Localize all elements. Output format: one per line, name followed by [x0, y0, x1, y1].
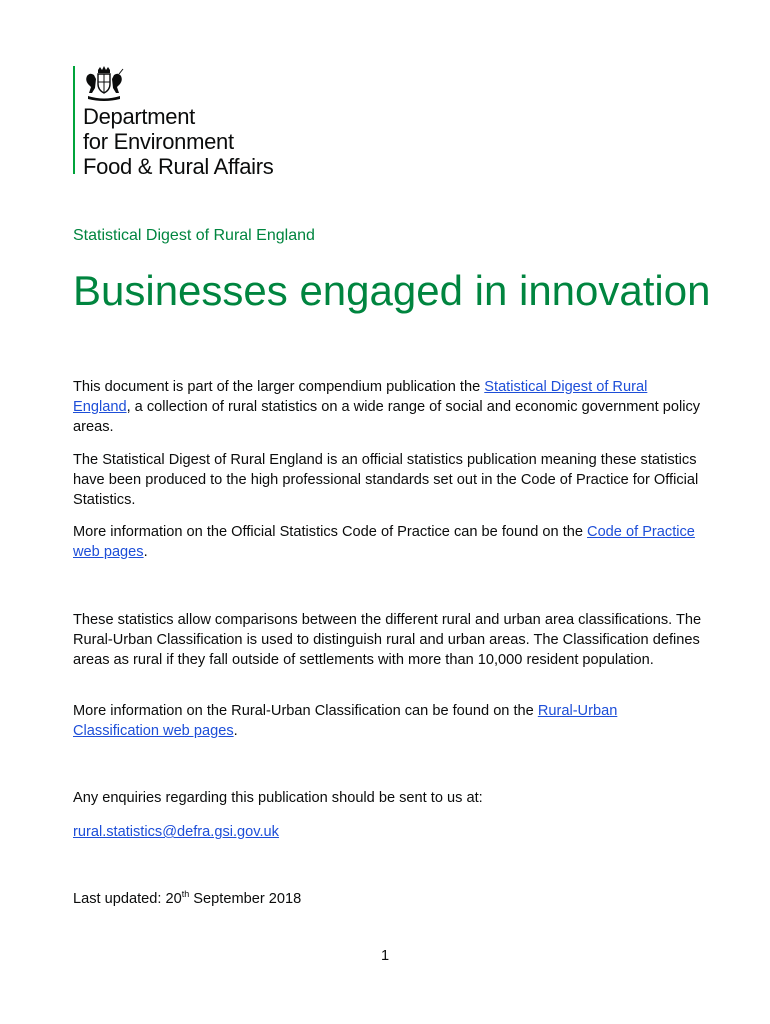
last-updated — [73, 890, 703, 910]
statistical-digest-link[interactable]: Statistical Digest of Rural England — [73, 379, 648, 415]
page-title: Businesses engaged in innovation — [73, 267, 711, 314]
intro-paragraph — [73, 378, 703, 437]
page-number: 1 — [380, 948, 390, 964]
royal-crest-icon — [83, 66, 125, 102]
contact-email-link[interactable]: rural.statistics@defra.gsi.gov.uk — [73, 824, 279, 840]
rural-urban-paragraph — [73, 702, 703, 742]
classification-paragraph: These statistics allow comparisons between the different rural and urban area classifications. The Rural-Urban Classification is used to distinguish rural and urban areas. The Classification defines areas as rural if they fall outside of settlements with more than 10,000 resident population. — [73, 612, 702, 668]
official-statistics-paragraph: The Statistical Digest of Rural England is an official statistics publication meaning these statistics have been produced to the high professional standards set out in the Code of Practice for Official Statistics. — [73, 452, 699, 508]
enquiries-paragraph: Any enquiries regarding this publication should be sent to us at: — [73, 790, 483, 806]
last-updated-pre: Last updated: 20 — [73, 891, 182, 907]
rural-urban-classification-link[interactable]: Rural-Urban Classification web pages — [73, 703, 618, 739]
intro-text-pre: This document is part of the larger compendium publication the — [73, 379, 485, 395]
logo-green-rule — [73, 66, 75, 174]
last-updated-ordinal: th — [181, 889, 190, 900]
last-updated-post: September 2018 — [189, 891, 302, 907]
rural-urban-text-post: . — [233, 722, 238, 739]
code-of-practice-paragraph — [73, 523, 703, 563]
code-text-pre: More information on the Official Statistics Code of Practice can be found on the — [73, 524, 588, 540]
rural-urban-text-pre: More information on the Rural-Urban Classification can be found on the — [73, 703, 538, 719]
intro-text-post: , a collection of rural statistics on a wide range of social and economic government policy areas. — [73, 398, 701, 435]
email-paragraph — [73, 823, 703, 843]
logo-line-1: Department — [83, 104, 195, 129]
logo-line-3: Food & Rural Affairs — [83, 154, 274, 179]
logo-line-2: for Environment — [83, 129, 234, 154]
series-title: Statistical Digest of Rural England — [73, 227, 315, 244]
code-of-practice-link[interactable]: Code of Practice web pages — [73, 524, 695, 560]
defra-logo — [73, 66, 373, 179]
code-text-post: . — [143, 543, 148, 560]
logo-wordmark — [83, 104, 273, 179]
